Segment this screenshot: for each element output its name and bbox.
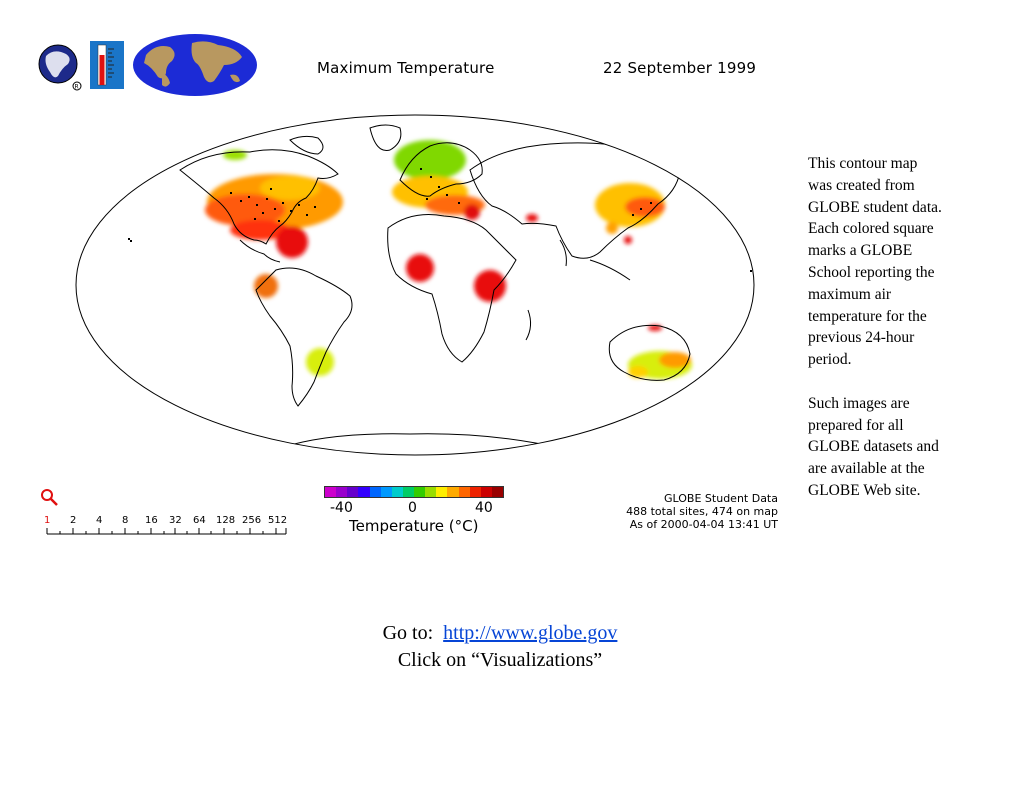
legend-swatch	[403, 487, 414, 497]
legend-swatch	[459, 487, 470, 497]
footer	[250, 620, 750, 674]
goto-line	[250, 620, 750, 647]
legend-swatch	[381, 487, 392, 497]
zoom-ruler	[44, 527, 289, 535]
legend-swatch	[336, 487, 347, 497]
zoom-level[interactable]: 8	[122, 515, 129, 526]
zoom-level[interactable]: 16	[145, 515, 158, 526]
legend-swatch	[425, 487, 436, 497]
svg-text:R: R	[74, 83, 79, 91]
legend-swatch	[481, 487, 492, 497]
legend-swatch	[358, 487, 369, 497]
legend-swatch	[370, 487, 381, 497]
magnifier-icon[interactable]	[40, 488, 60, 508]
zoom-level[interactable]: 32	[169, 515, 182, 526]
world-temperature-map[interactable]	[70, 110, 760, 460]
globe-link[interactable]: http://www.globe.gov	[443, 622, 618, 644]
legend-swatch	[392, 487, 403, 497]
legend-swatch	[436, 487, 447, 497]
earth-globe-icon	[132, 33, 258, 97]
instruction-text: Click on “Visualizations”	[397, 649, 603, 671]
globe-logo-icon	[36, 42, 86, 92]
zoom-level[interactable]: 1	[44, 515, 51, 526]
caption-paragraph-2: Such images are prepared for all GLOBE datasets and are available at the GLOBE Web site.	[808, 394, 939, 499]
caption-paragraph-1: This contour map was created from GLOBE student data. Each colored square marks a GLOBE School reporting the maximum air temperature for the previous 24-hour period.	[808, 155, 942, 369]
data-source-label: GLOBE Student Data	[664, 492, 778, 505]
legend-swatch	[447, 487, 458, 497]
legend-mid-label: 0	[408, 500, 417, 516]
legend-swatch	[414, 487, 425, 497]
zoom-level[interactable]: 64	[193, 515, 206, 526]
zoom-level[interactable]: 4	[96, 515, 103, 526]
zoom-level[interactable]: 256	[242, 515, 262, 526]
caption	[808, 153, 943, 524]
legend-min-label: -40	[330, 500, 353, 516]
timestamp-label: As of 2000-04-04 13:41 UT	[629, 518, 778, 531]
temperature-color-bar	[324, 486, 504, 498]
legend-title: Temperature (°C)	[349, 517, 479, 535]
legend-swatch	[325, 487, 336, 497]
legend-swatch	[347, 487, 358, 497]
map-date: 22 September 1999	[603, 59, 757, 77]
zoom-level[interactable]: 128	[216, 515, 236, 526]
zoom-scale[interactable]	[44, 512, 289, 536]
legend-swatch	[492, 487, 503, 497]
zoom-level[interactable]: 512	[268, 515, 288, 526]
zoom-level[interactable]: 2	[70, 515, 77, 526]
map-title: Maximum Temperature	[317, 59, 495, 77]
goto-label: Go to:	[382, 622, 434, 644]
site-count-label: 488 total sites, 474 on map	[626, 505, 778, 518]
legend-swatch	[470, 487, 481, 497]
thermometer-icon	[90, 41, 124, 89]
legend-max-label: 40	[475, 500, 493, 516]
